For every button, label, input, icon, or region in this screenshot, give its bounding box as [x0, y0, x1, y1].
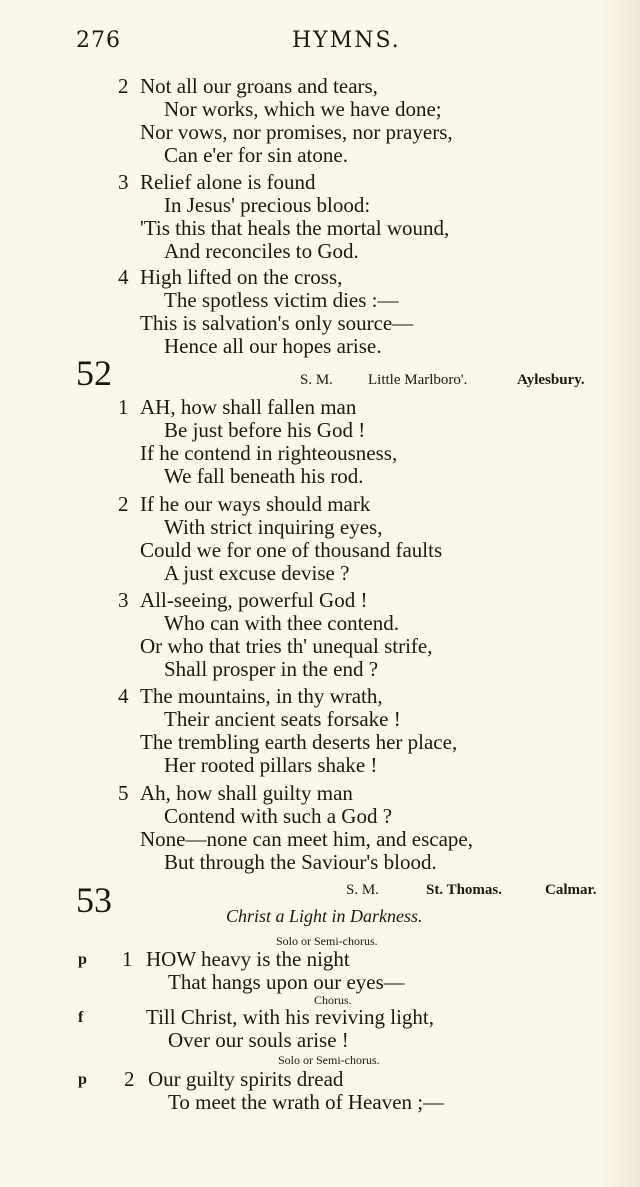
verse-line: Ah, how shall guilty man: [140, 781, 353, 805]
verse-line: AH, how shall fallen man: [140, 395, 357, 419]
verse-line: That hangs upon our eyes—: [168, 970, 405, 994]
verse-line: All-seeing, powerful God !: [140, 588, 368, 612]
verse-line: Not all our groans and tears,: [140, 74, 378, 98]
verse-line: Could we for one of thousand faults: [140, 538, 443, 562]
verse-line: We fall beneath his rod.: [164, 464, 364, 488]
dynamic-mark: p: [78, 951, 87, 968]
verse-line: Till Christ, with his reviving light,: [146, 1005, 435, 1029]
verse-line: Relief alone is found: [140, 170, 316, 194]
verse-line: If he our ways should mark: [140, 492, 371, 516]
page-number: 276: [76, 28, 121, 53]
verse-line: The spotless victim dies :—: [164, 288, 399, 312]
verse-line: The trembling earth deserts her place,: [140, 730, 458, 754]
meter: S. M.: [300, 372, 333, 388]
hymn-number: 52: [76, 353, 112, 393]
verse-line: Their ancient seats forsake !: [164, 707, 401, 731]
tune-name: Aylesbury.: [517, 372, 585, 388]
meter: S. M.: [346, 882, 379, 898]
verse-line: Her rooted pillars shake !: [164, 753, 378, 777]
verse-line: The mountains, in thy wrath,: [140, 684, 383, 708]
verse-line: Nor works, which we have done;: [164, 97, 442, 121]
dynamic-mark: f: [78, 1009, 84, 1026]
stanza-number: 1: [118, 395, 129, 419]
tune-name: St. Thomas.: [426, 882, 502, 898]
stanza-number: 2: [118, 492, 129, 516]
stanza-number: 5: [118, 781, 129, 805]
hymn-number: 53: [76, 880, 112, 920]
verse-line: This is salvation's only source—: [140, 311, 414, 335]
tune-name: Calmar.: [545, 882, 597, 898]
verse-line: Over our souls arise !: [168, 1028, 349, 1052]
verse-line: Or who that tries th' unequal strife,: [140, 634, 433, 658]
stanza-number: 4: [118, 684, 129, 708]
verse-line: 'Tis this that heals the mortal wound,: [140, 216, 450, 240]
verse-line: And reconciles to God.: [164, 239, 359, 263]
hymn-title: Christ a Light in Darkness.: [226, 906, 423, 926]
verse-line: To meet the wrath of Heaven ;—: [168, 1090, 445, 1114]
verse-line: Nor vows, nor promises, nor prayers,: [140, 120, 453, 144]
stanza-number: 2: [124, 1067, 135, 1091]
verse-line: Who can with thee contend.: [164, 611, 399, 635]
verse-line: Our guilty spirits dread: [148, 1067, 344, 1091]
stanza-number: 3: [118, 588, 129, 612]
dynamic-mark: p: [78, 1071, 87, 1088]
verse-line: If he contend in righteousness,: [140, 441, 398, 465]
verse-line: Shall prosper in the end ?: [164, 657, 379, 681]
verse-line: But through the Saviour's blood.: [164, 850, 437, 874]
tune-name: Little Marlboro'.: [368, 372, 468, 388]
verse-line: Be just before his God !: [164, 418, 366, 442]
stanza-number: 2: [118, 74, 129, 98]
verse-line: In Jesus' precious blood:: [164, 193, 371, 217]
verse-line: None—none can meet him, and escape,: [140, 827, 473, 851]
verse-line: Hence all our hopes arise.: [164, 334, 382, 358]
verse-line: Can e'er for sin atone.: [164, 143, 348, 167]
performance-direction: Solo or Semi-chorus.: [278, 1053, 380, 1067]
running-title: HYMNS.: [292, 28, 401, 53]
performance-direction: Chorus.: [314, 993, 352, 1007]
verse-line: With strict inquiring eyes,: [164, 515, 383, 539]
stanza-number: 1: [122, 947, 133, 971]
verse-line: High lifted on the cross,: [140, 265, 343, 289]
verse-line: HOW heavy is the night: [146, 947, 350, 971]
stanza-number: 3: [118, 170, 129, 194]
performance-direction: Solo or Semi-chorus.: [276, 934, 378, 948]
stanza-number: 4: [118, 265, 129, 289]
page-edge-shadow: [600, 0, 640, 1187]
verse-line: A just excuse devise ?: [164, 561, 350, 585]
verse-line: Contend with such a God ?: [164, 804, 393, 828]
